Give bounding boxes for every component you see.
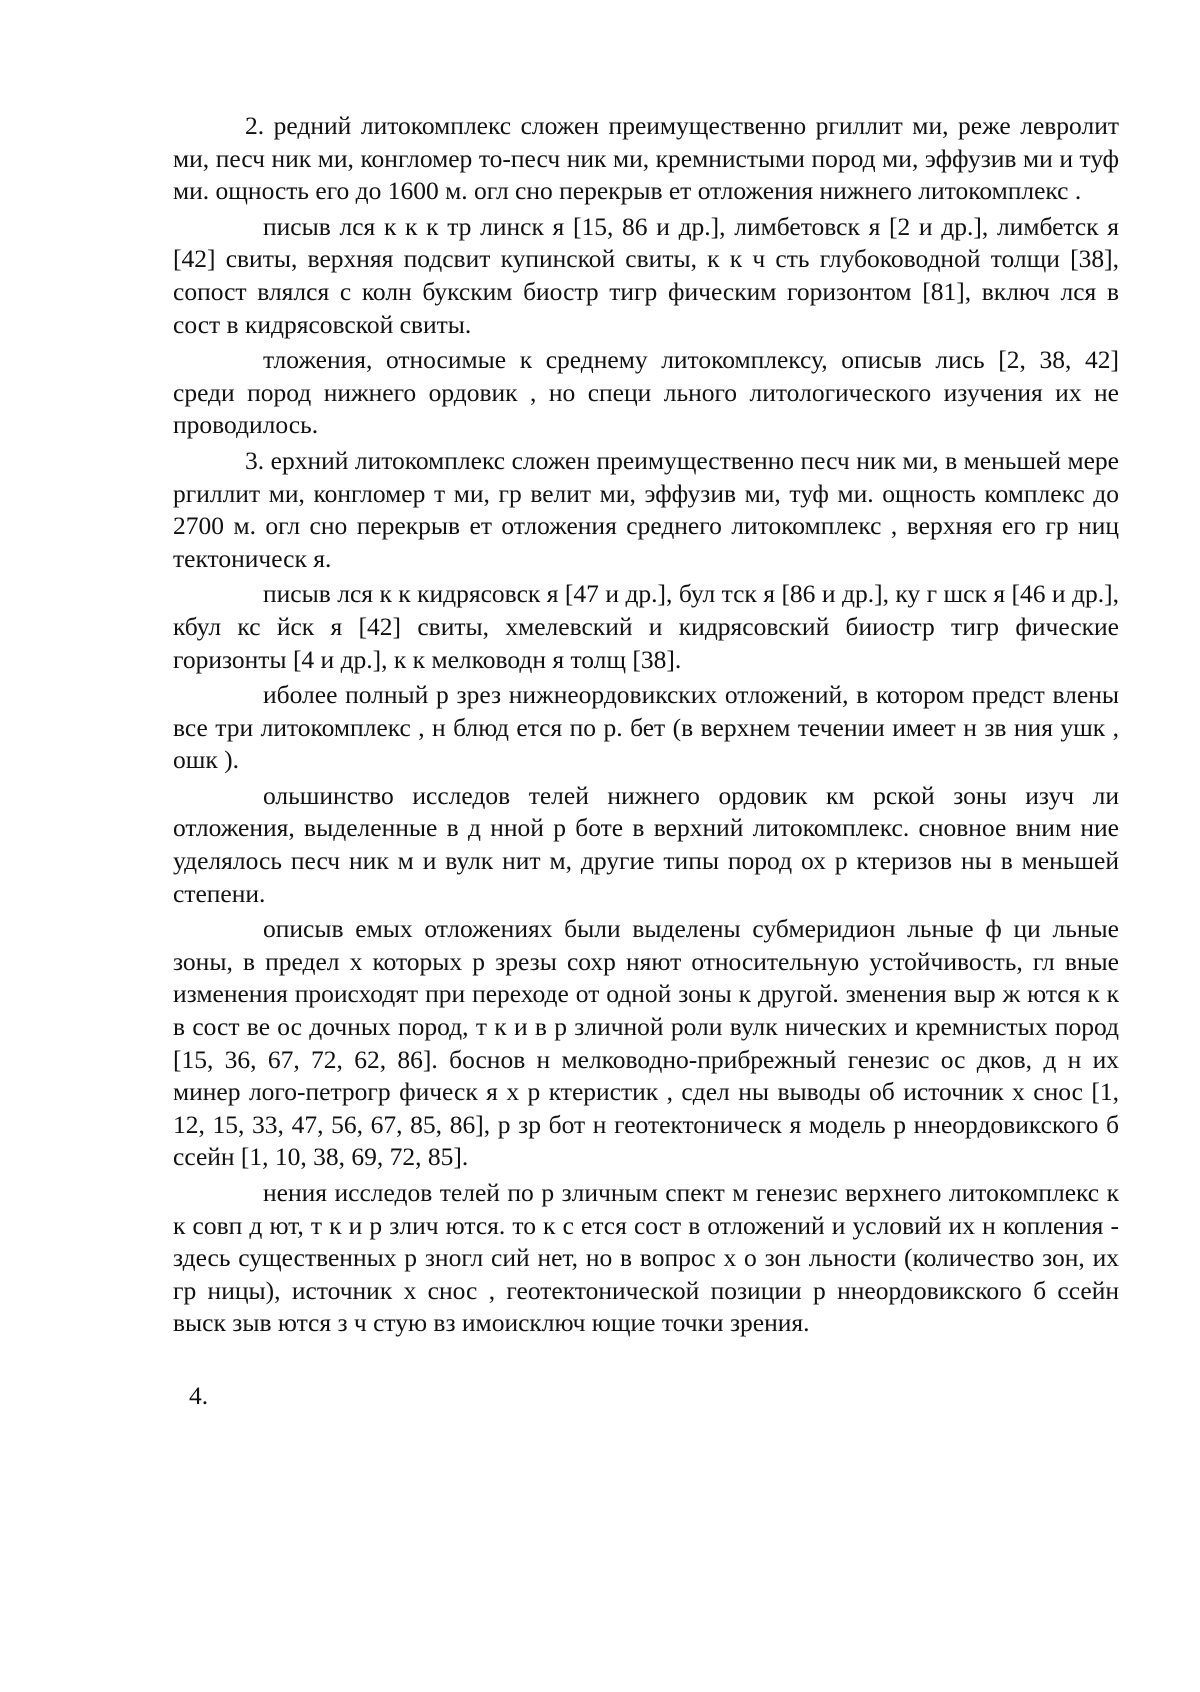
list-item-4: 4.: [189, 1380, 209, 1410]
paragraph-opinions: нения исследов телей по р зличным спект м генезис верхнего литокомплекс к к совп д ют, т к и р злич ются. то к с ется сост в отложений и условий их н копления - здесь существенных р зногл сий нет, но в вопрос х о зон льности (количество зон, их гр ницы), источник х снос , геотектонической позиции р ннеордовикского б ссейн выск зыв ются з ч стую вз имоисключ ющие точки зрения.: [173, 1178, 1119, 1338]
document-page: [173, 110, 1119, 1413]
paragraph-researchers: ольшинство исследов телей нижнего ордовик км рской зоны изуч ли отложения, выделенные в д нной р боте в верхний литокомплекс. сновное вним ние уделялось песч ник м и вулк нит м, другие типы пород ох р ктеризов ны в меньшей степени.: [173, 780, 1119, 908]
paragraph-middle-deposits: тложения, относимые к среднему литокомплексу, описыв лись [2, 38, 42] среди пород нижнего ордовик , но специ льного литологического изучения их не проводилось.: [173, 345, 1119, 440]
paragraph-described-suites: писыв лся к к к тр линск я [15, 86 и др.], лимбетовск я [2 и др.], лимбетск я [42] свиты, верхняя подсвит купинской свиты, к к ч сть глубоководной толщи [38], сопост влялся с колн букским биостр тигр фическим горизонтом [81], включ лся в сост в кидрясовской свиты.: [173, 211, 1119, 339]
paragraph-upper-suites: писыв лся к к кидрясовск я [47 и др.], бул тск я [86 и др.], ку г шск я [46 и др.], кбул кс йск я [42] свиты, хмелевский и кидрясовский бииостр тигр фические горизонты [4 и др.], к к мелководн я толщ [38].: [173, 579, 1119, 674]
paragraph-upper-complex: 3. ерхний литокомплекс сложен преимущественно песч ник ми, в меньшей мере ргиллит ми, конгломер т ми, гр велит ми, эффузив ми, туф ми. ощность комплекс до 2700 м. огл сно перекрыв ет отложения среднего литокомплекс , верхняя его гр ниц тектоническ я.: [173, 445, 1119, 573]
paragraph-middle-complex: 2. редний литокомплекс сложен преимущественно ргиллит ми, реже левролит ми, песч ник ми, конгломер то-песч ник ми, кремнистыми пород ми, эффузив ми и туф ми. ощность его до 1600 м. огл сно перекрыв ет отложения нижнего литокомплекс .: [173, 111, 1119, 206]
paragraph-facies-zones: описыв емых отложениях были выделены субмеридион льные ф ци льные зоны, в предел х которых р зрезы сохр няют относительную устойчивость, гл вные изменения происходят при переходе от одной зоны к другой. зменения выр ж ются к к в сост ве ос дочных пород, т к и в р зличной роли вулк нических и кремнистых пород [15, 36, 67, 72, 62, 86]. боснов н мелководно-прибрежный генезис ос дков, д н их минер лого-петрогр фическ я х р ктеристик , сдел ны выводы об источник х снос [1, 12, 15, 33, 47, 56, 67, 85, 86], р зр бот н геотектоническ я модель р ннеордовикского б ссейн [1, 10, 38, 69, 72, 85].: [173, 914, 1119, 1172]
paragraph-full-section: иболее полный р зрез нижнеордовикских отложений, в котором предст влены все три литокомплекс , н блюд ется по р. бет (в верхнем течении имеет н зв ния ушк , ошк ).: [173, 680, 1119, 775]
